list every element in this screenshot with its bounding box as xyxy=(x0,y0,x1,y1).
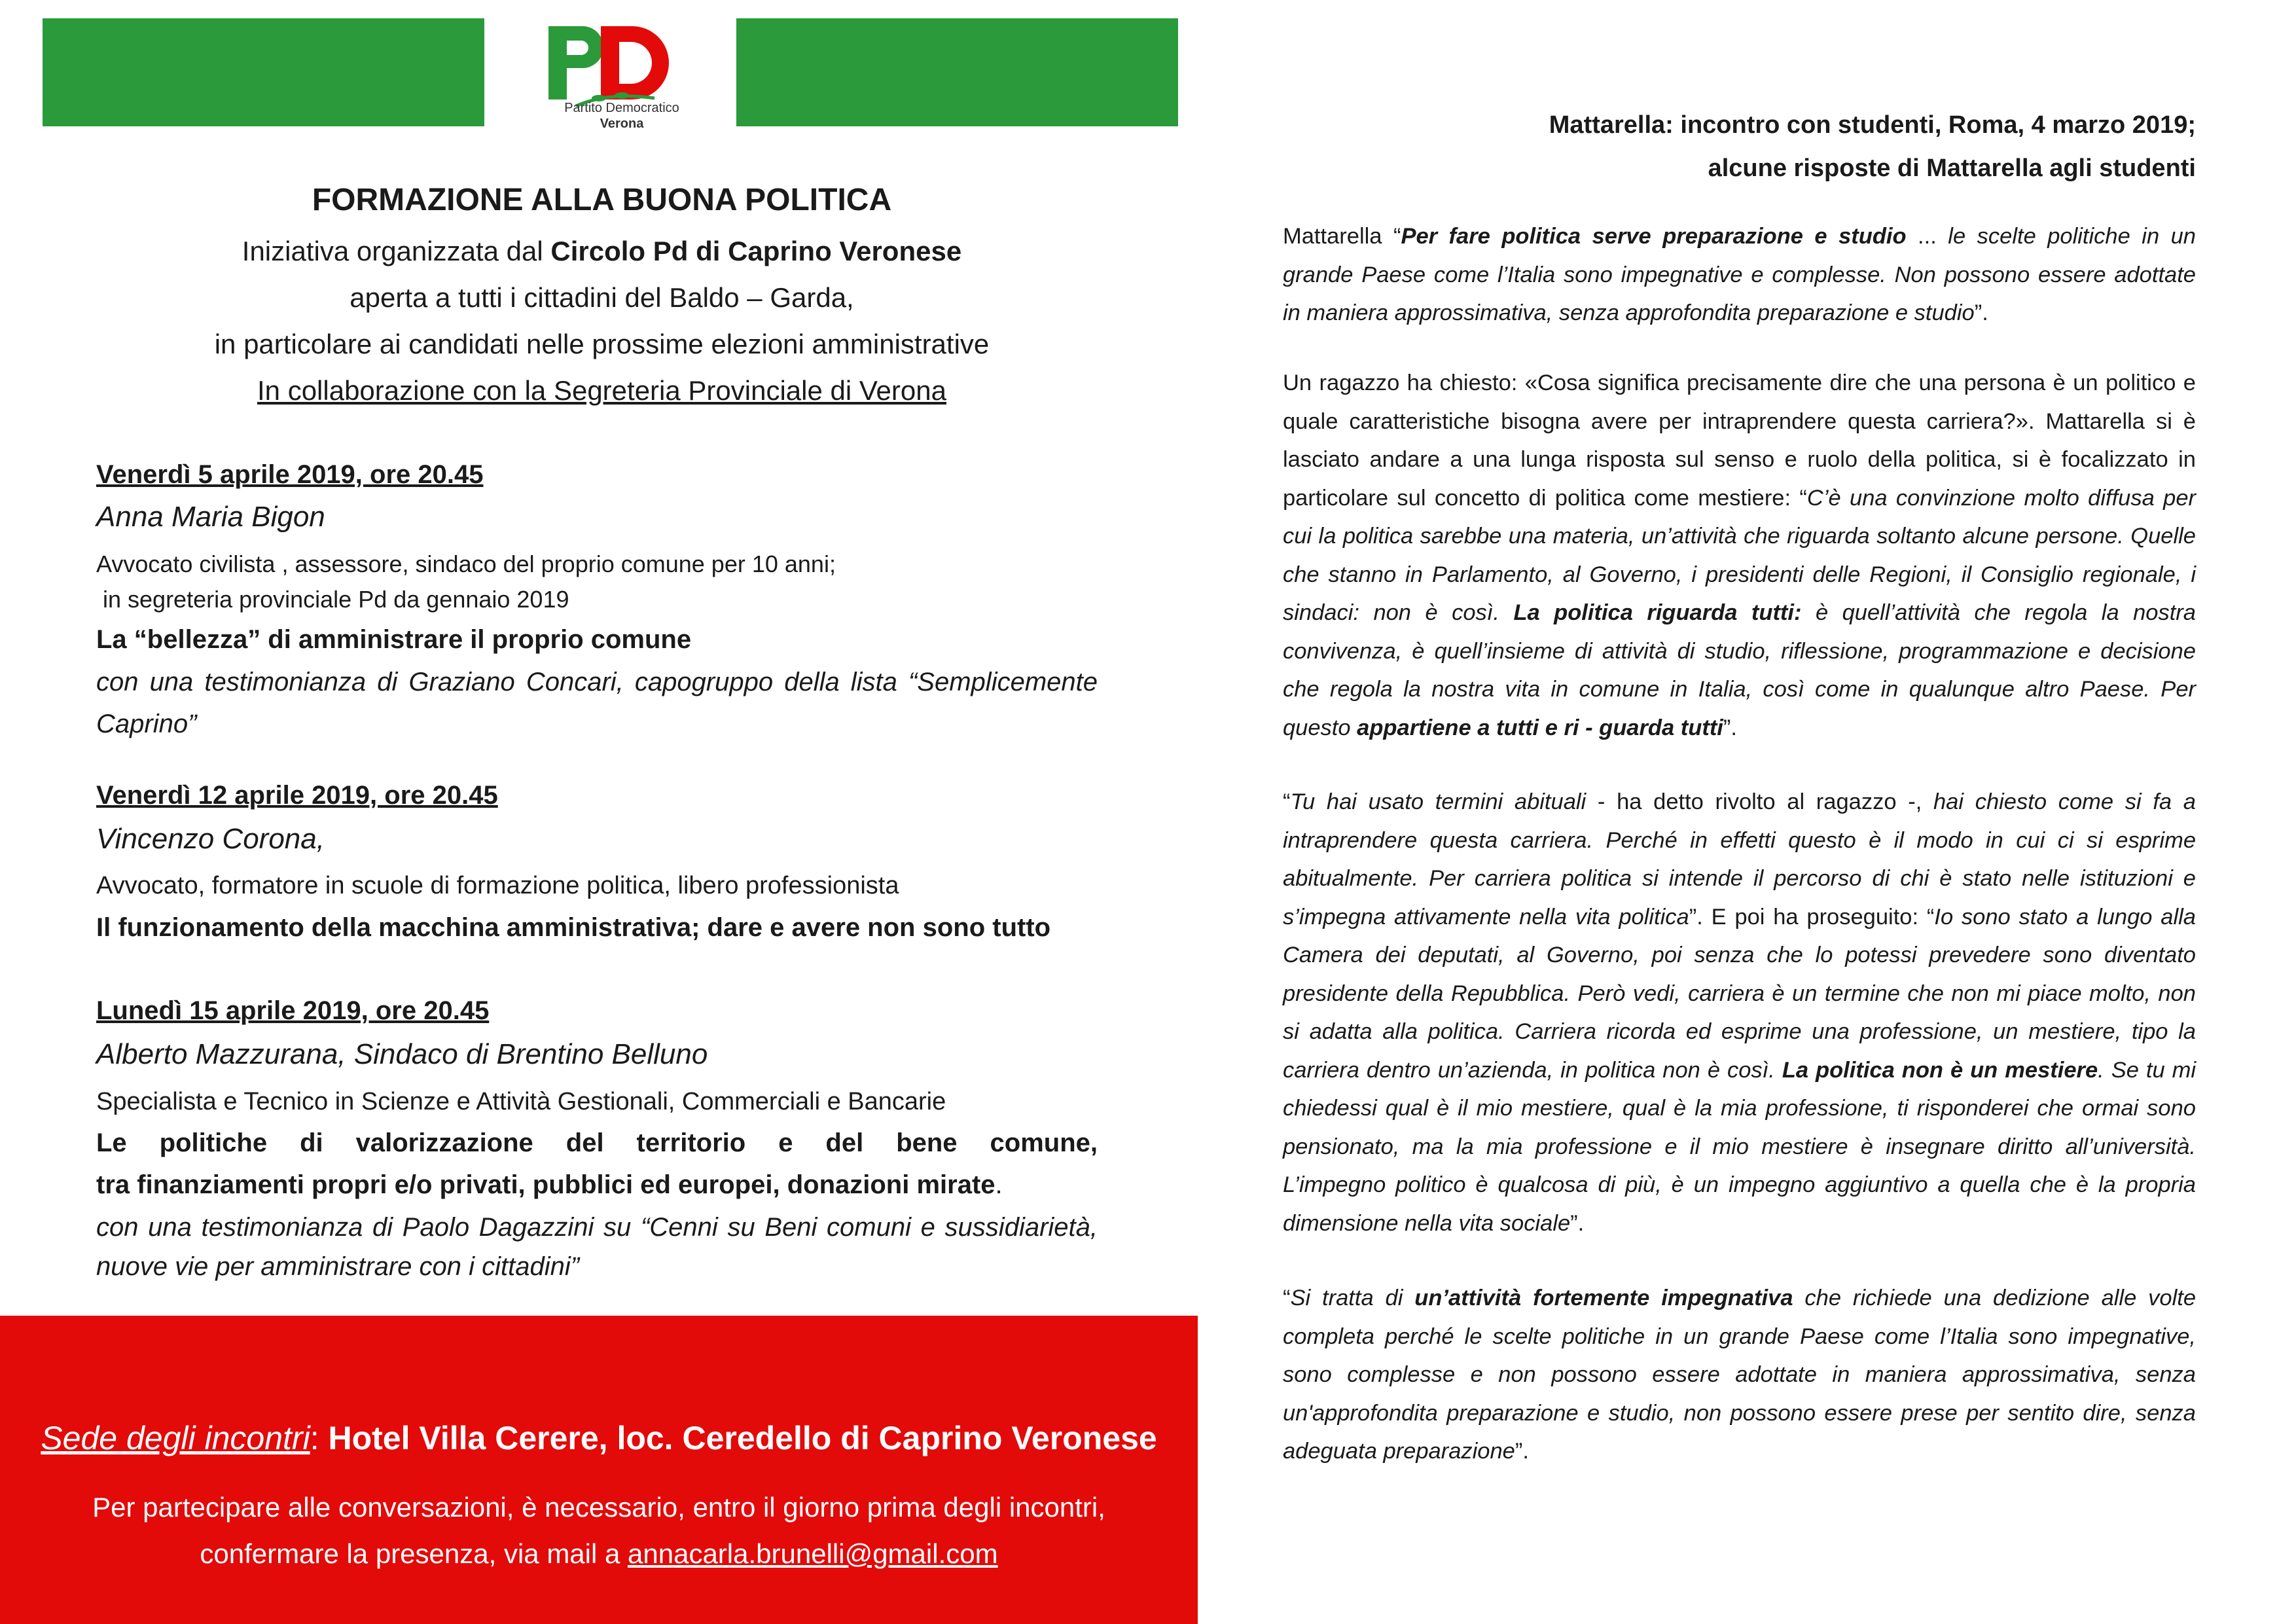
event-1-speaker: Anna Maria Bigon xyxy=(96,501,325,533)
p3-run: hai chiesto come si fa a intraprendere questa carriera. Perché in effetti questo è il modo in cui ci si esprime abitualmente. Per carriera politica si intende il percorso di chi è stato nelle istituzioni e s’impegna attivamente nella vita politica xyxy=(1283,789,2196,929)
event-3-topic-1: Le politiche di valorizzazione del territorio e del bene comune, xyxy=(96,1128,1098,1157)
event-1-desc-2: in segreteria provinciale Pd da gennaio 2019 xyxy=(96,586,569,613)
pd-logo-icon xyxy=(524,14,720,113)
intro-line-1 xyxy=(96,228,1107,274)
email-link[interactable]: annacarla.brunelli@gmail.com xyxy=(628,1538,998,1569)
p2-run: ”. xyxy=(1723,715,1737,740)
p3-run: La politica non è un mestiere xyxy=(1782,1057,2098,1083)
p3-run: . Se tu mi chiedessi qual è il mio mestiere, qual è la mia professione, ti risponderei che ormai sono pensionato, ma la mia professione e il mio mestiere è insegnare diritto all’università. L’impegno politico è qualcosa di più, è un impegno aggiuntivo a quella che è la propria dimensione nella vita sociale xyxy=(1283,1057,2197,1236)
p2-run: Un ragazzo ha chiesto: «Cosa significa precisamente dire che una persona è un politico e quale caratteristiche bisogna avere per intraprendere questa carriera?». Mattarella si è lasciato andare a una lunga risposta sul senso e ruolo della politica, si è focalizzato in particolare sul concetto di politica come mestiere: “ xyxy=(1283,370,2196,511)
article-heading-2: alcune risposte di Mattarella agli studenti xyxy=(1708,154,2196,182)
venue-label: Sede degli incontri xyxy=(41,1420,310,1456)
green-bar-right xyxy=(736,18,1178,126)
venue-box xyxy=(0,1316,1198,1624)
p2-run: è quell’attività che regola la nostra convivenza, è quell’insieme di attività di studio, riflessione, programmazione e decisione che regola la nostra vita in comune in Italia, così come in qualunque altro Paese. Per questo xyxy=(1283,600,2196,740)
event-2-speaker: Vincenzo Corona, xyxy=(96,823,325,855)
event-3-topic-2-text: tra finanziamenti propri e/o privati, pubblici ed europei, donazioni mirate xyxy=(96,1170,996,1199)
p2-run: C’è una convinzione molto diffusa per cui la politica sarebbe una materia, un’attività che riguarda soltanto alcune persone. Quelle che stanno in Parlamento, al Governo, i presidenti delle Regioni, il Consiglio regionale, i sindaci: non è così. xyxy=(1283,485,2196,625)
p3-run: ”. xyxy=(1570,1210,1585,1236)
p4-run: ”. xyxy=(1515,1439,1529,1464)
page-title: FORMAZIONE ALLA BUONA POLITICA xyxy=(312,183,892,217)
p1-run: ... xyxy=(1906,224,1948,249)
paragraph-3 xyxy=(1283,783,2196,1242)
p3-run: Io sono stato a lungo alla Camera dei deputati, al Governo, poi senza che lo potessi prevedere sono diventato presidente della Repubblica. Però vedi, carriera è un termine che non mi piace molto, non si adatta alla politica. Carriera ricorda ed esprime una professione, un mestiere, tipo la carriera dentro un’azienda, in politica non è così. xyxy=(1283,904,2196,1083)
event-2-desc: Avvocato, formatore in scuole di formazione politica, libero professionista xyxy=(96,872,899,899)
article-paragraph-4 xyxy=(1283,1279,2196,1471)
venue-line xyxy=(0,1419,1198,1457)
event-1-date: Venerdì 5 aprile 2019, ore 20.45 xyxy=(96,460,484,489)
p1-run: ”. xyxy=(1974,300,1988,325)
intro-organizer: Circolo Pd di Caprino Veronese xyxy=(550,236,962,266)
paragraph-2 xyxy=(1283,364,2196,747)
p4-run: “ xyxy=(1283,1286,1291,1310)
p1-run: le scelte politiche in un grande Paese come l’Italia sono impegnative e complesse. Non possono essere adottate in maniera approssimativa, senza approfondita preparazione e studio xyxy=(1283,224,2196,325)
paragraph-4 xyxy=(1283,1279,2196,1471)
event-3-date: Lunedì 15 aprile 2019, ore 20.45 xyxy=(96,996,490,1025)
venue-note-2-prefix: confermare la presenza, via mail a xyxy=(200,1538,628,1569)
p1-run: Mattarella “ xyxy=(1283,224,1401,249)
p2-run: La politica riguarda tutti: xyxy=(1513,600,1802,625)
venue-note-2 xyxy=(0,1530,1198,1577)
logo-text-bottom: Verona xyxy=(600,117,644,131)
event-3-topic-2-end: . xyxy=(995,1170,1003,1199)
article-heading-1: Mattarella: incontro con studenti, Roma, 4 marzo 2019; xyxy=(1549,111,2196,139)
event-2-date: Venerdì 12 aprile 2019, ore 20.45 xyxy=(96,781,498,810)
article-paragraph-2 xyxy=(1283,364,2196,747)
event-3-speaker: Alberto Mazzurana, Sindaco di Brentino Belluno xyxy=(96,1038,708,1070)
p3-run: ”. E poi ha proseguito: “ xyxy=(1689,904,1935,929)
intro-line-4 xyxy=(96,367,1107,414)
p4-run: che richiede una dedizione alle volte completa perché le scelte politiche in un grande Paese come l’Italia sono impegnative, sono complesse e non possono essere adottate in maniera approssimativa, senza un'approfondita preparazione e studio, non possono essere prese per sentito dire, senza adeguata preparazione xyxy=(1283,1286,2197,1464)
intro-line-3: in particolare ai candidati nelle prossime elezioni amministrative xyxy=(214,329,990,359)
p4-run: un’attività fortemente impegnativa xyxy=(1414,1286,1793,1310)
event-1-topic: La “bellezza” di amministrare il proprio comune xyxy=(96,625,692,654)
p4-run: Si tratta di xyxy=(1290,1286,1415,1310)
pd-logo xyxy=(524,14,720,132)
article-paragraph-3 xyxy=(1283,783,2196,1242)
venue-note-1: Per partecipare alle conversazioni, è necessario, entro il giorno prima degli incontri, xyxy=(92,1492,1105,1523)
p1-run: Per fare politica serve preparazione e studio xyxy=(1401,224,1907,249)
venue-colon: : xyxy=(310,1420,329,1456)
event-3-testimony: con una testimonianza di Paolo Dagazzini su “Cenni su Beni comuni e sussidiarietà, nuove vie per amministrare con i cittadini” xyxy=(96,1213,1098,1281)
venue-place: Hotel Villa Cerere, loc. Ceredello di Caprino Veronese xyxy=(328,1420,1157,1456)
paragraph-1 xyxy=(1283,217,2196,333)
event-1-desc-1: Avvocato civilista , assessore, sindaco del proprio comune per 10 anni; xyxy=(96,550,836,577)
intro-line-2: aperta a tutti i cittadini del Baldo – Garda, xyxy=(350,282,854,313)
event-3-topic-2 xyxy=(96,1164,1107,1206)
logo-text-top: Partito Democratico xyxy=(564,101,679,115)
p2-run: appartiene a tutti e ri - guarda tutti xyxy=(1357,715,1723,740)
p3-run: - ha detto rivolto al ragazzo -, xyxy=(1586,789,1933,814)
event-2-topic: Il funzionamento della macchina amministrativa; dare e avere non sono tutto xyxy=(96,913,1051,942)
p3-run: Tu hai usato termini abituali xyxy=(1290,789,1587,814)
p3-run: “ xyxy=(1283,789,1291,814)
event-1-testimony: con una testimonianza di Graziano Concari, capogruppo della lista “Semplicemente Caprino” xyxy=(96,668,1098,738)
intro-line-1-prefix: Iniziativa organizzata dal xyxy=(242,236,551,266)
article-paragraph-1 xyxy=(1283,217,2196,333)
event-3-desc: Specialista e Tecnico in Scienze e Attività Gestionali, Commerciali e Bancarie xyxy=(96,1088,946,1115)
green-bar-left xyxy=(43,18,484,126)
collaboration-note: In collaborazione con la Segreteria Provinciale di Verona xyxy=(257,375,946,406)
